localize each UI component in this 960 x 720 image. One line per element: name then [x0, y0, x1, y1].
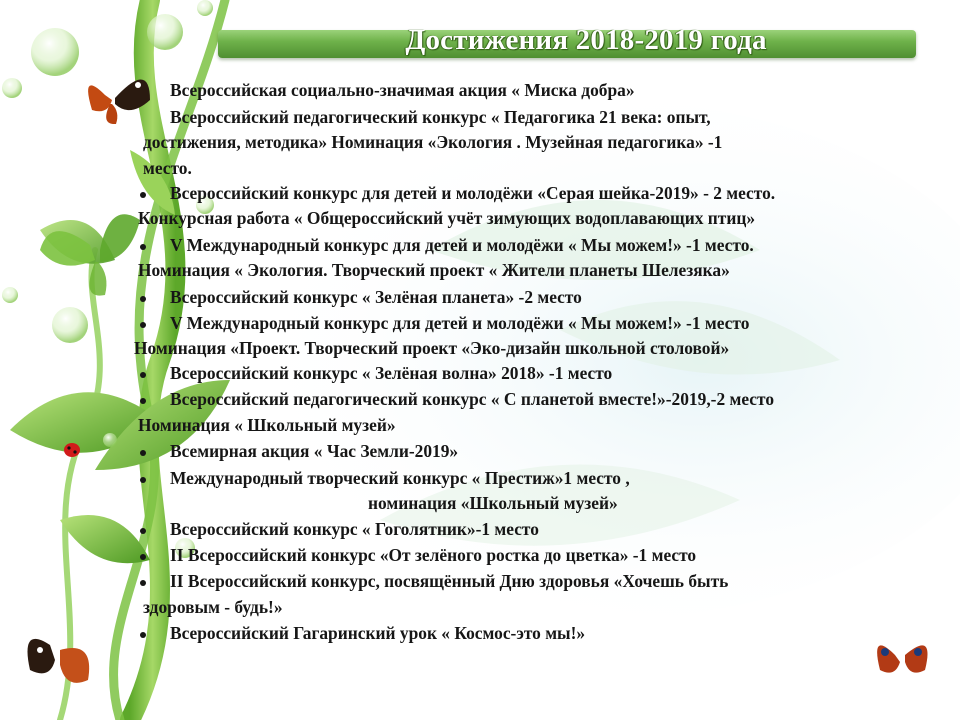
- list-bullet: [140, 192, 146, 198]
- bubble: [103, 433, 117, 447]
- text-line: Конкурсная работа « Общероссийский учёт зимующих водоплавающих птиц»: [138, 208, 756, 228]
- bubble: [147, 14, 183, 50]
- list-bullet: [140, 398, 146, 404]
- text-line: Всероссийский конкурс « Гоголятник»-1 место: [170, 519, 539, 539]
- text-line: V Международный конкурс для детей и молодёжи « Мы можем!» -1 место.: [170, 235, 754, 255]
- ladybug: [64, 443, 80, 457]
- bubble: [197, 0, 213, 16]
- list-bullet: [140, 632, 146, 638]
- bubble: [52, 307, 88, 343]
- text-line: Международный творческий конкурс « Престиж»1 место ,: [170, 468, 630, 488]
- text-line: Номинация « Экология. Творческий проект « Жители планеты Шелезяка»: [138, 260, 730, 280]
- list-bullet: [140, 322, 146, 328]
- list-bullet: [140, 450, 146, 456]
- bubble: [31, 28, 79, 76]
- list-bullet: [140, 244, 146, 250]
- text-line: номинация «Школьный музей»: [368, 493, 618, 513]
- text-line: Всероссийская социально-значимая акция « Миска добра»: [170, 80, 635, 100]
- text-line: Всероссийский Гагаринский урок « Космос-это мы!»: [170, 623, 586, 643]
- list-bullet: [140, 580, 146, 586]
- list-bullet: [140, 477, 146, 483]
- list-bullet: [140, 296, 146, 302]
- list-bullet: [140, 528, 146, 534]
- list-bullet: [140, 554, 146, 560]
- text-line: здоровым - будь!»: [143, 597, 283, 617]
- text-line: Всероссийский конкурс для детей и молодёжи «Серая шейка-2019» - 2 место.: [170, 183, 776, 203]
- text-line: Всероссийский конкурс « Зелёная волна» 2018» -1 место: [170, 363, 613, 383]
- list-bullet: [140, 372, 146, 378]
- text-line: достижения, методика» Номинация «Экология . Музейная педагогика» -1: [143, 132, 723, 152]
- bubble: [2, 287, 18, 303]
- text-line: место.: [143, 158, 192, 178]
- bubble: [2, 78, 22, 98]
- text-line: V Международный конкурс для детей и молодёжи « Мы можем!» -1 место: [170, 313, 750, 333]
- text-line: Номинация « Школьный музей»: [138, 415, 396, 435]
- text-line: Всероссийский конкурс « Зелёная планета» -2 место: [170, 287, 582, 307]
- text-line: Всероссийский педагогический конкурс « Педагогика 21 века: опыт,: [170, 107, 711, 127]
- text-line: II Всероссийский конкурс, посвящённый Дню здоровья «Хочешь быть: [170, 571, 729, 591]
- page-title: Достижения 2018-2019 года: [405, 24, 767, 56]
- text-line: Всемирная акция « Час Земли-2019»: [170, 441, 459, 461]
- text-line: Всероссийский педагогический конкурс « С планетой вместе!»-2019,-2 место: [170, 389, 775, 409]
- text-line: II Всероссийский конкурс «От зелёного ростка до цветка» -1 место: [170, 545, 697, 565]
- text-line: Номинация «Проект. Творческий проект «Эко-дизайн школьной столовой»: [134, 338, 730, 358]
